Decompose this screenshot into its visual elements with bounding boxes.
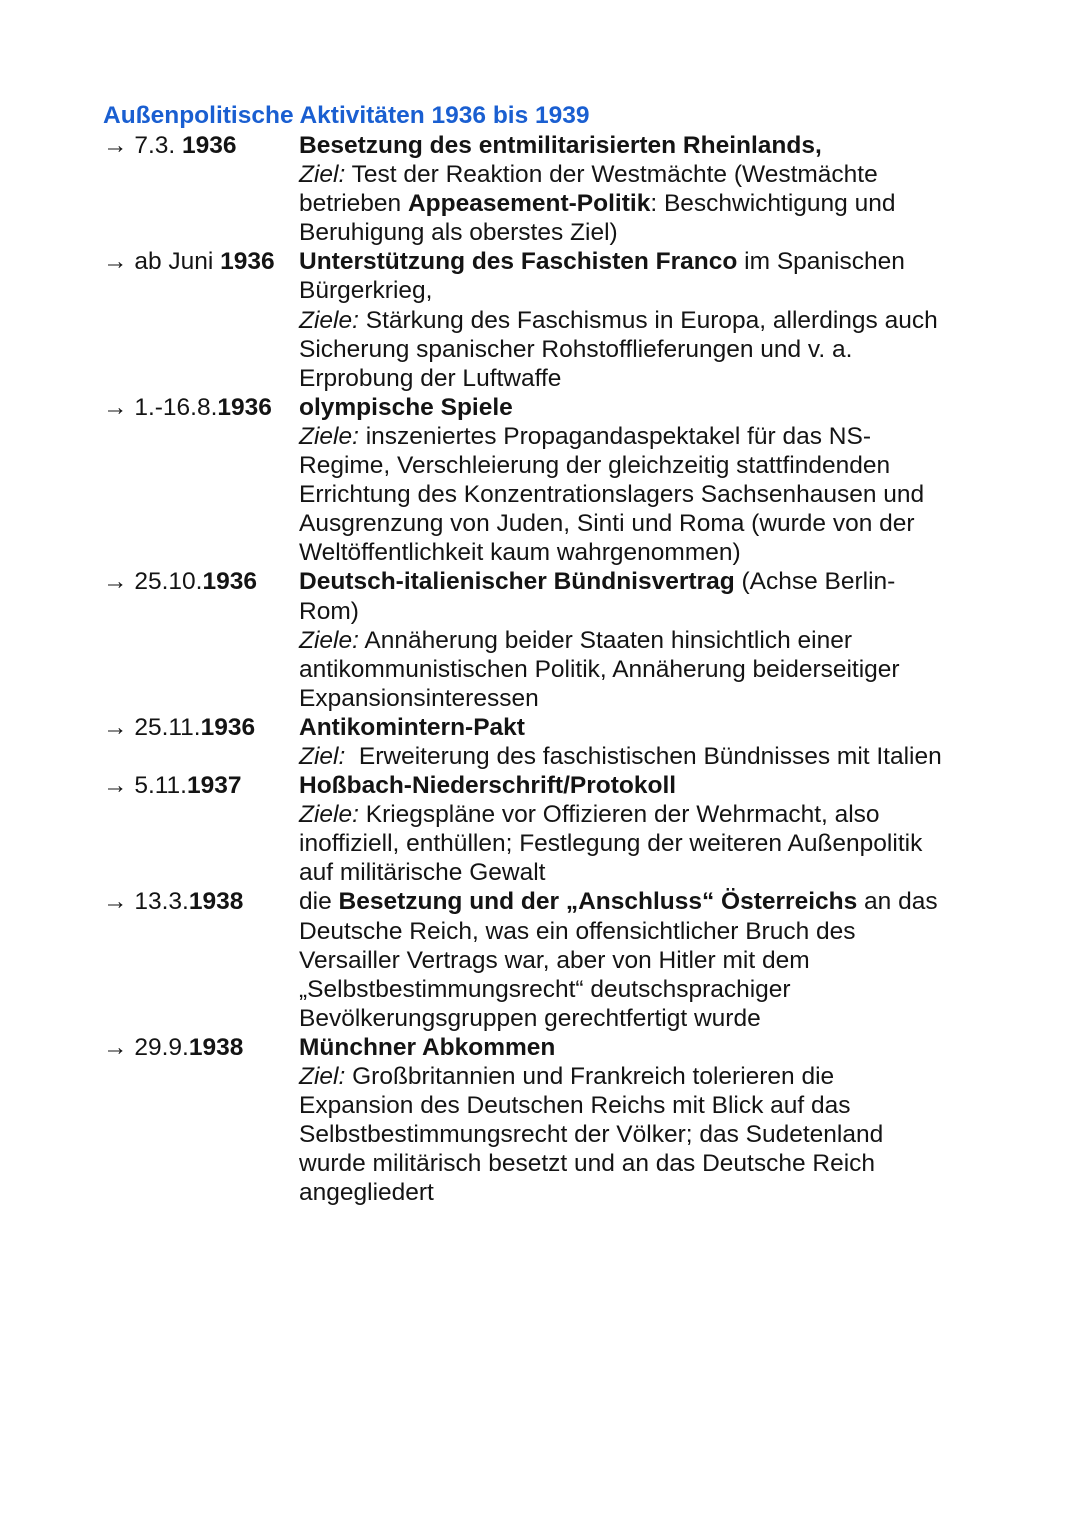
entry-date-year: 1936 — [202, 568, 257, 596]
timeline-entry — [103, 567, 983, 712]
text-segment: Sicherung spanischer Rohstofflieferungen und v. a. — [299, 335, 853, 363]
text-segment: (Achse Berlin- — [734, 568, 896, 596]
description-line — [299, 1062, 983, 1091]
entry-date-prefix: 25.11. — [134, 713, 201, 741]
text-segment: die — [299, 888, 339, 916]
arrow-icon: → — [103, 772, 135, 800]
timeline-entry — [103, 1033, 983, 1208]
bold-text: Besetzung und der „Anschluss“ Österreichs — [338, 888, 858, 916]
bold-text: Antikomintern-Pakt — [299, 713, 525, 741]
description-line — [299, 597, 983, 626]
bold-text: olympische Spiele — [299, 393, 513, 421]
description-line — [299, 364, 983, 393]
text-segment: Stärkung des Faschismus in Europa, allerdings auch — [358, 306, 938, 334]
entry-date-prefix: 25.10. — [134, 568, 203, 596]
description-line — [299, 131, 983, 160]
italic-label: Ziel: — [299, 161, 346, 189]
text-segment: Selbstbestimmungsrecht der Völker; das Sudetenland — [299, 1121, 884, 1149]
document-body — [103, 101, 983, 1207]
description-line — [299, 189, 983, 218]
text-segment: „Selbstbestimmungsrecht“ deutschsprachiger — [299, 975, 791, 1003]
italic-label: Ziele: — [299, 626, 359, 654]
description-line — [299, 509, 983, 538]
text-segment: Annäherung beider Staaten hinsichtlich einer — [358, 626, 852, 654]
bold-text: Deutsch-italienischer Bündnisvertrag — [299, 568, 735, 596]
arrow-icon: → — [103, 248, 135, 276]
description-line — [299, 800, 983, 829]
text-segment: Erprobung der Luftwaffe — [299, 364, 562, 392]
entry-date-year: 1936 — [217, 393, 272, 421]
description-line — [299, 393, 983, 422]
description-line — [299, 538, 983, 567]
entry-date — [103, 247, 299, 276]
description-line — [299, 655, 983, 684]
entry-date-prefix: 29.9. — [134, 1033, 189, 1061]
text-segment: inoffiziell, enthüllen; Festlegung der weiteren Außenpolitik — [299, 830, 923, 858]
entry-date-year: 1936 — [182, 132, 237, 159]
entry-date — [103, 131, 299, 160]
text-segment: Großbritannien und Frankreich tolerieren die — [345, 1063, 835, 1090]
page-title: Außenpolitische Aktivitäten 1936 bis 1939 — [103, 102, 590, 129]
timeline-entry — [103, 771, 983, 887]
description-line — [299, 1004, 983, 1033]
entry-description — [299, 887, 983, 1032]
bold-text: Unterstützung des Faschisten Franco — [299, 248, 738, 276]
timeline-list — [103, 131, 983, 1207]
timeline-entry — [103, 247, 983, 392]
text-segment: Bevölkerungsgruppen gerechtfertigt wurde — [299, 1004, 761, 1032]
entry-date-year: 1938 — [188, 1033, 244, 1061]
entry-description — [299, 131, 983, 247]
text-segment: an das — [857, 888, 938, 916]
description-line — [299, 684, 983, 713]
text-segment: Kriegspläne vor Offizieren der Wehrmacht, also — [358, 801, 880, 829]
italic-label: Ziel: — [299, 1063, 346, 1090]
entry-date — [103, 887, 299, 916]
description-line — [299, 887, 983, 916]
description-line — [299, 335, 983, 364]
entry-date-prefix: 1.-16.8. — [134, 393, 218, 421]
bold-text: Hoßbach-Niederschrift/Protokoll — [299, 772, 677, 800]
description-line — [299, 742, 983, 771]
text-segment: angegliedert — [299, 1179, 434, 1207]
text-segment: Beruhigung als oberstes Ziel) — [299, 219, 618, 247]
entry-date — [103, 567, 299, 596]
entry-description — [299, 567, 983, 712]
description-line — [299, 829, 983, 858]
entry-description — [299, 771, 983, 887]
text-segment: Errichtung des Konzentrationslagers Sachsenhausen und — [299, 481, 925, 509]
entry-date-prefix: 13.3. — [134, 888, 189, 916]
text-segment: Expansion des Deutschen Reichs mit Blick auf das — [299, 1092, 851, 1120]
text-segment: Expansionsinteressen — [299, 684, 539, 712]
entry-date — [103, 393, 299, 422]
description-line — [299, 975, 983, 1004]
entry-date — [103, 713, 299, 742]
description-line — [299, 160, 983, 189]
timeline-entry — [103, 393, 983, 568]
entry-date-prefix: ab Juni — [134, 248, 221, 276]
entry-date-year: 1938 — [188, 888, 244, 916]
entry-description — [299, 393, 983, 568]
entry-date-year: 1937 — [187, 772, 242, 800]
description-line — [299, 218, 983, 247]
description-line — [299, 1033, 983, 1062]
entry-date — [103, 771, 299, 800]
description-line — [299, 247, 983, 276]
text-segment: Ausgrenzung von Juden, Sinti und Roma (wurde von der — [299, 510, 915, 538]
text-segment: Test der Reaktion der Westmächte (Westmächte — [345, 161, 878, 189]
timeline-entry — [103, 131, 983, 247]
arrow-icon: → — [103, 132, 135, 159]
text-segment: im Spanischen — [737, 248, 905, 276]
text-segment: auf militärische Gewalt — [299, 859, 546, 887]
italic-label: Ziele: — [299, 801, 359, 829]
bold-text: Münchner Abkommen — [299, 1033, 556, 1061]
entry-date — [103, 1033, 299, 1062]
description-line — [299, 713, 983, 742]
text-segment: Deutsche Reich, was ein offensichtlicher Bruch des — [299, 917, 856, 945]
text-segment: Weltöffentlichkeit kaum wahrgenommen) — [299, 539, 741, 567]
entry-description — [299, 713, 983, 771]
text-segment: Erweiterung des faschistischen Bündnisses mit Italien — [345, 742, 942, 770]
description-line — [299, 626, 983, 655]
text-segment: : Beschwichtigung und — [650, 190, 896, 218]
description-line — [299, 480, 983, 509]
description-line — [299, 1149, 983, 1178]
text-segment: Rom) — [299, 597, 359, 625]
italic-label: Ziel: — [299, 742, 346, 770]
entry-description — [299, 247, 983, 392]
description-line — [299, 1178, 983, 1207]
entry-date-year: 1936 — [200, 713, 256, 741]
entry-description — [299, 1033, 983, 1208]
bold-text: Appeasement-Politik — [407, 190, 651, 218]
text-segment: Bürgerkrieg, — [299, 277, 433, 305]
arrow-icon: → — [103, 393, 135, 421]
text-segment: Regime, Verschleierung der gleichzeitig stattfindenden — [299, 452, 891, 480]
entry-date-year: 1936 — [220, 248, 275, 276]
text-segment: antikommunistischen Politik, Annäherung beiderseitiger — [299, 655, 900, 683]
description-line — [299, 276, 983, 305]
italic-label: Ziele: — [299, 306, 359, 334]
arrow-icon: → — [103, 888, 135, 916]
text-segment: Versailler Vertrags war, aber von Hitler mit dem — [299, 946, 810, 974]
arrow-icon: → — [103, 713, 135, 741]
description-line — [299, 1120, 983, 1149]
arrow-icon: → — [103, 568, 135, 596]
description-line — [299, 422, 983, 451]
text-segment: betrieben — [299, 190, 408, 218]
description-line — [299, 771, 983, 800]
arrow-icon: → — [103, 1033, 135, 1061]
timeline-entry — [103, 887, 983, 1032]
bold-text: Besetzung des entmilitarisierten Rheinlands, — [299, 132, 822, 159]
description-line — [299, 917, 983, 946]
description-line — [299, 858, 983, 887]
entry-date-prefix: 5.11. — [134, 772, 187, 800]
text-segment: wurde militärisch besetzt und an das Deutsche Reich — [299, 1150, 876, 1178]
text-segment: inszeniertes Propagandaspektakel für das NS- — [358, 422, 871, 450]
timeline-entry — [103, 713, 983, 771]
description-line — [299, 1091, 983, 1120]
entry-date-prefix: 7.3. — [134, 132, 182, 159]
italic-label: Ziele: — [299, 422, 359, 450]
description-line — [299, 946, 983, 975]
description-line — [299, 451, 983, 480]
description-line — [299, 567, 983, 596]
description-line — [299, 306, 983, 335]
